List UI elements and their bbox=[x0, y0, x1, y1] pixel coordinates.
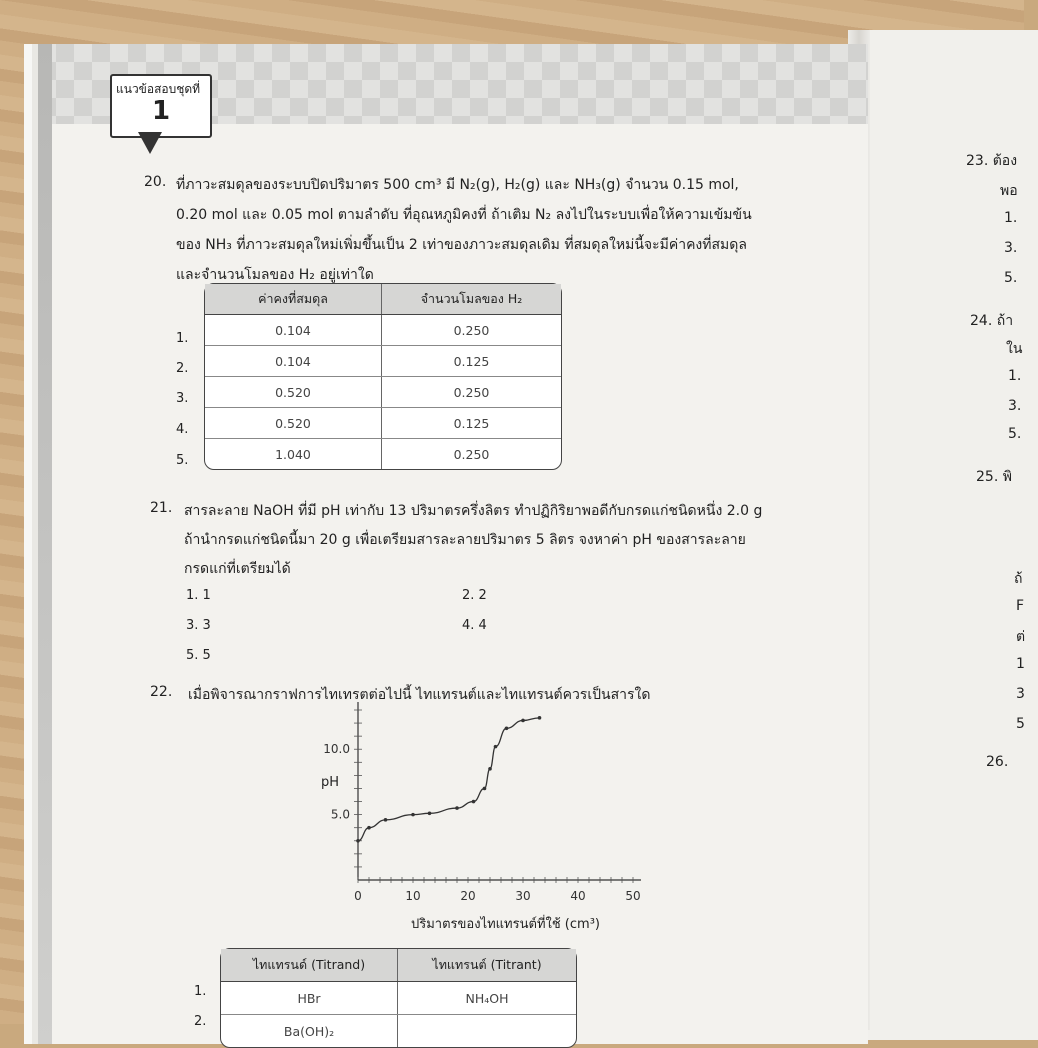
x-tick-label: 10 bbox=[405, 889, 421, 903]
data-point bbox=[521, 719, 525, 723]
q22-question: เมื่อพิจารณากราฟการไทเทรตต่อไปนี้ ไทแทรนต์และไทแทรนต์ควรเป็นสารใด bbox=[188, 687, 651, 703]
table-row bbox=[221, 982, 576, 1015]
data-point bbox=[494, 745, 498, 749]
right-text: 1. bbox=[1004, 210, 1018, 226]
x-tick-label: 50 bbox=[625, 889, 641, 903]
q21-line-2: ถ้านำกรดแก่ชนิดนี้มา 20 g เพื่อเตรียมสารละลายปริมาตร 5 ลิตร จงหาค่า pH ของสารละลาย bbox=[184, 532, 746, 548]
header-h2-moles: จำนวนโมลของ H₂ bbox=[420, 291, 523, 306]
right-q25: 25. พิ bbox=[976, 469, 1012, 485]
q21-line-3: กรดแก่ที่เตรียมได้ bbox=[184, 561, 291, 577]
y-tick-label: 10.0 bbox=[323, 742, 350, 757]
q20-line-1: ที่ภาวะสมดุลของระบบปิดปริมาตร 500 cm³ มี N₂(g), H₂(g) และ NH₃(g) จำนวน 0.15 mol, bbox=[176, 177, 739, 193]
q22-choice-num: 1. bbox=[194, 984, 207, 999]
right-text: 3. bbox=[1008, 398, 1022, 414]
data-point bbox=[455, 806, 459, 810]
q21-number: 21. bbox=[150, 500, 173, 516]
cell-mol: 0.250 bbox=[453, 322, 490, 338]
data-point bbox=[411, 813, 415, 817]
exam-set-label: แนวข้อสอบชุดที่ bbox=[116, 82, 201, 96]
right-text: F bbox=[1016, 598, 1025, 614]
q20-line-4: และจำนวนโมลของ H₂ อยู่เท่าใด bbox=[176, 267, 374, 283]
data-point bbox=[367, 826, 371, 830]
q21-option-1: 1. 1 bbox=[186, 588, 211, 603]
data-point bbox=[483, 787, 487, 791]
q20-answer-table bbox=[204, 283, 562, 470]
x-tick-label: 0 bbox=[354, 889, 362, 903]
chart-ticks bbox=[320, 710, 641, 903]
right-q23: 23. ต้อง bbox=[966, 153, 1018, 169]
page-edge-bar bbox=[38, 44, 52, 1044]
q20-choice-num: 1. bbox=[176, 331, 189, 346]
data-point bbox=[356, 839, 360, 843]
table-row bbox=[205, 408, 561, 439]
cell-mol: 0.250 bbox=[453, 446, 490, 462]
x-tick-label: 30 bbox=[515, 889, 531, 903]
table-header bbox=[205, 284, 561, 315]
right-q26: 26. bbox=[986, 754, 1009, 770]
table-row bbox=[205, 377, 561, 408]
right-text: 3 bbox=[1016, 686, 1025, 702]
data-point bbox=[538, 716, 542, 720]
table-row bbox=[205, 346, 561, 377]
table-row bbox=[205, 315, 561, 346]
chart-axes bbox=[321, 702, 641, 932]
q20-choice-num: 3. bbox=[176, 391, 189, 406]
cell-mol: 0.125 bbox=[453, 415, 490, 431]
q21-option-2: 2. 2 bbox=[462, 588, 487, 603]
cell-k: 0.520 bbox=[205, 377, 382, 407]
right-text: ถ้ bbox=[1014, 571, 1023, 587]
cell-titrand: HBr bbox=[221, 982, 398, 1014]
header-titrand: ไทแทรนด์ (Titrand) bbox=[221, 949, 398, 981]
titration-curve bbox=[358, 718, 540, 841]
right-text: ใน bbox=[1006, 341, 1023, 357]
right-text: 5 bbox=[1016, 716, 1025, 732]
exam-set-number: 1 bbox=[152, 96, 171, 126]
q22-number: 22. bbox=[150, 684, 173, 700]
chart-curve bbox=[356, 716, 541, 843]
data-point bbox=[505, 727, 509, 731]
right-text: 5. bbox=[1008, 426, 1022, 442]
q20-line-3: ของ NH₃ ที่ภาวะสมดุลใหม่เพิ่มขึ้นเป็น 2 เท่าของภาวะสมดุลเดิม ที่สมดุลใหม่นี้จะมีค่าคงที่สมดุล bbox=[176, 237, 747, 253]
table-header bbox=[221, 949, 576, 982]
cell-k: 0.104 bbox=[205, 315, 382, 345]
right-text: 1. bbox=[1008, 368, 1022, 384]
y-axis-label: pH bbox=[320, 774, 340, 790]
q20-choice-num: 2. bbox=[176, 361, 189, 376]
q20-number: 20. bbox=[144, 174, 167, 190]
q21-line-1: สารละลาย NaOH ที่มี pH เท่ากับ 13 ปริมาตรครึ่งลิตร ทำปฏิกิริยาพอดีกับกรดแก่ชนิดหนึ่ง 2.0 g bbox=[184, 503, 763, 519]
table-row bbox=[205, 439, 561, 469]
right-text: 1 bbox=[1016, 656, 1025, 672]
q21-option-4: 4. 4 bbox=[462, 618, 487, 633]
cell-k: 0.520 bbox=[205, 408, 382, 438]
q22-answer-table bbox=[220, 948, 577, 1048]
x-axis-label: ปริมาตรของไทแทรนต์ที่ใช้ (cm³) bbox=[411, 917, 600, 932]
data-point bbox=[488, 767, 492, 771]
cell-mol: 0.250 bbox=[453, 384, 490, 400]
tag-pointer bbox=[138, 132, 162, 154]
right-text: 5. bbox=[1004, 270, 1018, 286]
right-q24: 24. ถ้า bbox=[970, 313, 1014, 329]
data-point bbox=[472, 800, 476, 804]
right-text: ต่ bbox=[1016, 629, 1026, 645]
x-tick-label: 20 bbox=[460, 889, 476, 903]
header-titrant: ไทแทรนต์ (Titrant) bbox=[432, 957, 542, 972]
data-point bbox=[428, 812, 432, 816]
q21-option-5: 5. 5 bbox=[186, 648, 211, 663]
right-text: 3. bbox=[1004, 240, 1018, 256]
cell-mol: 0.125 bbox=[453, 353, 490, 369]
right-text: พอ bbox=[1000, 183, 1018, 199]
cell-k: 1.040 bbox=[205, 439, 382, 469]
q20-line-2: 0.20 mol และ 0.05 mol ตามลำดับ ที่อุณหภูมิคงที่ ถ้าเติม N₂ ลงไปในระบบเพื่อให้ความเข้มข้น bbox=[176, 207, 752, 223]
data-point bbox=[384, 818, 388, 822]
table-row bbox=[221, 1015, 576, 1047]
cell-k: 0.104 bbox=[205, 346, 382, 376]
q20-choice-num: 5. bbox=[176, 453, 189, 468]
q22-choice-num: 2. bbox=[194, 1014, 207, 1029]
header-equilibrium-constant: ค่าคงที่สมดุล bbox=[205, 284, 382, 314]
titration-chart bbox=[300, 700, 640, 940]
q20-choice-num: 4. bbox=[176, 422, 189, 437]
q21-option-3: 3. 3 bbox=[186, 618, 211, 633]
cell-titrand: Ba(OH)₂ bbox=[221, 1015, 398, 1047]
y-tick-label: 5.0 bbox=[330, 807, 350, 822]
cell-titrant: NH₄OH bbox=[465, 990, 509, 1006]
x-tick-label: 40 bbox=[570, 889, 586, 903]
